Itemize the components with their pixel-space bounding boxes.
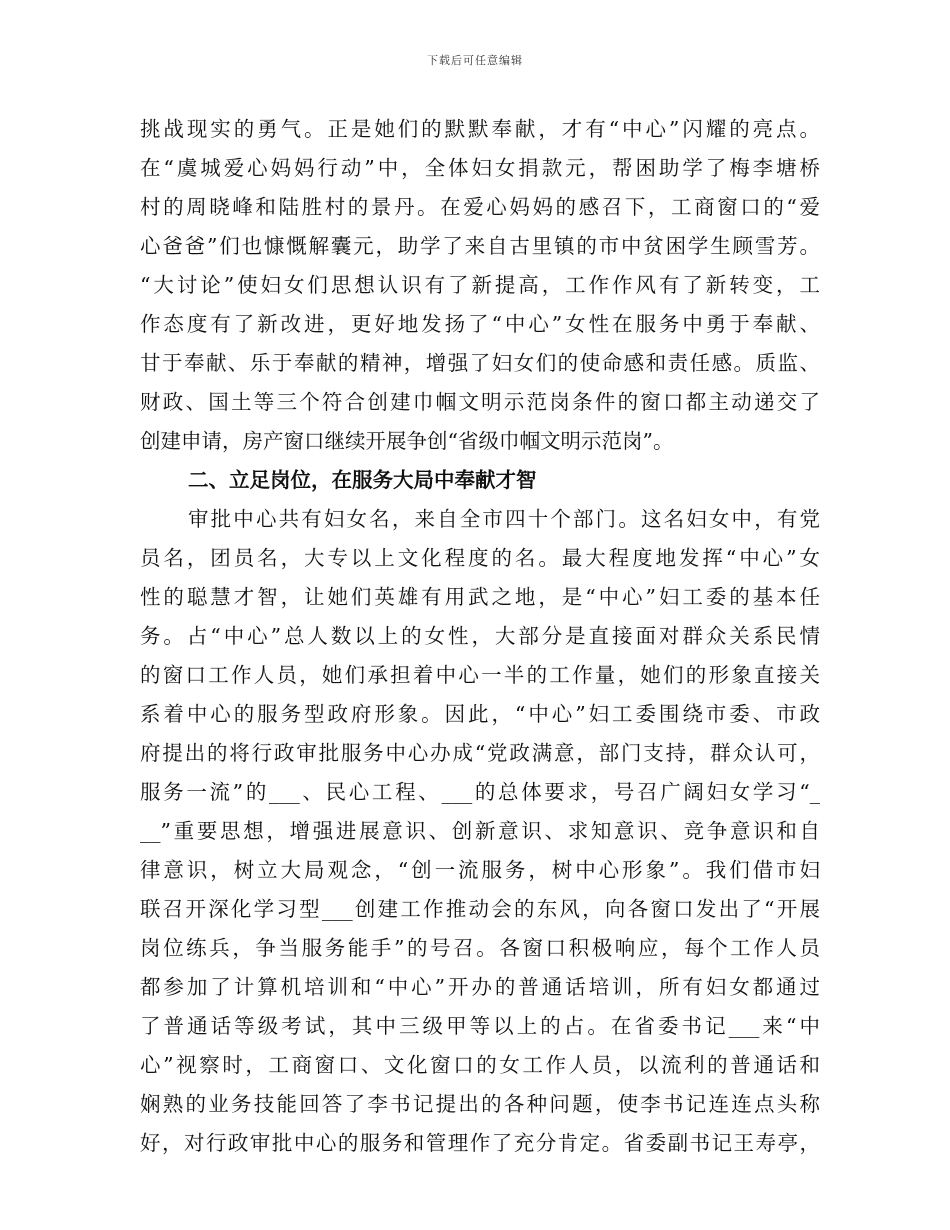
text-line: 性的聪慧才智，让她们英雄有用武之地，是“中心”妇工委的基本任 — [140, 585, 820, 609]
text-line: 心爸爸”们也慷慨解囊元，助学了来自古里镇的市中贫困学生顾雪芳。 — [140, 234, 820, 258]
text-line: 服务一流”的___、民心工程、___的总体要求，号召广阔妇女学习“_ — [140, 780, 820, 804]
text-line: 系着中心的服务型政府形象。因此，“中心”妇工委围绕市委、市政 — [140, 702, 820, 726]
text-line: 岗位练兵，争当服务能手”的号召。各窗口积极响应，每个工作人员 — [140, 936, 820, 960]
text-line: 村的周晓峰和陆胜村的景丹。在爱心妈妈的感召下，工商窗口的“爱 — [140, 195, 820, 219]
document-body — [140, 110, 820, 1163]
text-line: 审批中心共有妇女名，来自全市四十个部门。这名妇女中，有党 — [188, 507, 820, 531]
text-line: 务。占“中心”总人数以上的女性，大部分是直接面对群众关系民情 — [140, 624, 820, 648]
page-header: 下载后可任意编辑 — [427, 54, 523, 67]
text-line: 的窗口工作人员，她们承担着中心一半的工作量，她们的形象直接关 — [140, 663, 820, 687]
paragraph-1 — [140, 110, 820, 461]
text-line: 府提出的将行政审批服务中心办成“党政满意，部门支持，群众认可， — [140, 741, 820, 765]
text-line: 都参加了计算机培训和“中心”开办的普通话培训，所有妇女都通过 — [140, 975, 820, 999]
text-line: 律意识，树立大局观念，“创一流服务，树中心形象”。我们借市妇 — [140, 858, 820, 882]
text-line: 作态度有了新改进，更好地发扬了“中心”女性在服务中勇于奉献、 — [140, 312, 820, 336]
text-line: 好，对行政审批中心的服务和管理作了充分肯定。省委副书记王寿亭， — [140, 1131, 820, 1155]
text-line: “大讨论”使妇女们思想认识有了新提高，工作作风有了新转变，工 — [140, 273, 820, 297]
section-heading: 二、立足岗位，在服务大局中奉献才智 — [188, 468, 537, 492]
text-line: 娴熟的业务技能回答了李书记提出的各种问题，使李书记连连点头称 — [140, 1092, 820, 1116]
text-line: 财政、国土等三个符合创建巾帼文明示范岗条件的窗口都主动递交了 — [140, 390, 820, 414]
paragraph-2 — [140, 500, 820, 1163]
text-line: 心”视察时，工商窗口、文化窗口的女工作人员，以流利的普通话和 — [140, 1053, 820, 1077]
text-line: 了普通话等级考试，其中三级甲等以上的占。在省委书记___来“中 — [140, 1014, 820, 1038]
text-line: 挑战现实的勇气。正是她们的默默奉献，才有“中心”闪耀的亮点。 — [140, 117, 820, 141]
text-line: 联召开深化学习型___创建工作推动会的东风，向各窗口发出了“开展 — [140, 897, 820, 921]
text-line: 创建申请，房产窗口继续开展争创“省级巾帼文明示范岗”。 — [140, 429, 674, 453]
text-line: __”重要思想，增强进展意识、创新意识、求知意识、竞争意识和自 — [140, 819, 820, 843]
text-line: 员名，团员名，大专以上文化程度的名。最大程度地发挥“中心”女 — [140, 546, 820, 570]
text-line: 甘于奉献、乐于奉献的精神，增强了妇女们的使命感和责任感。质监、 — [140, 351, 820, 375]
text-line: 在“虞城爱心妈妈行动”中，全体妇女捐款元，帮困助学了梅李塘桥 — [140, 156, 820, 180]
